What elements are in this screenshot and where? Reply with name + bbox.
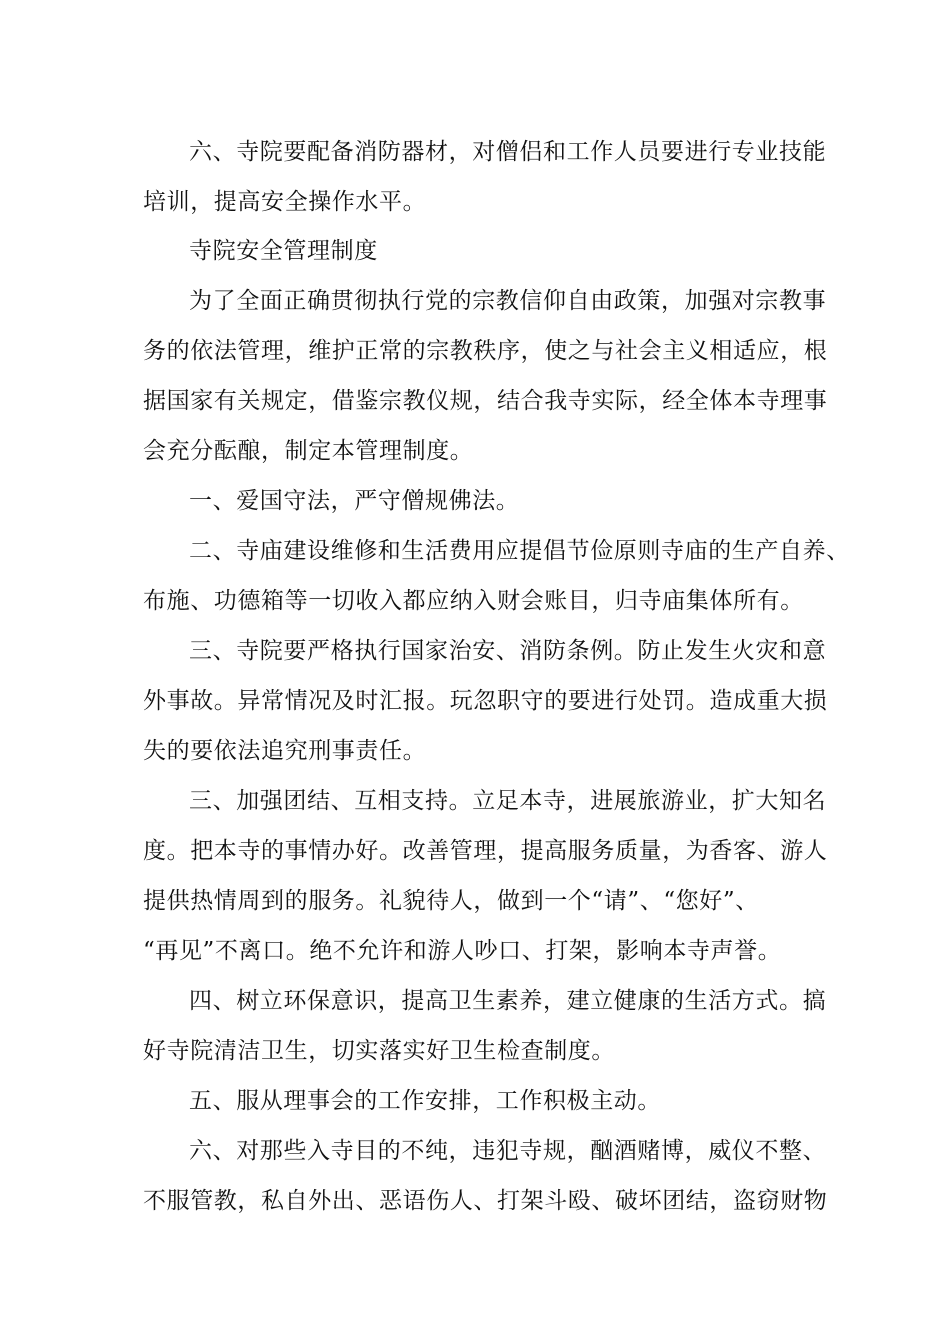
text-line: 会充分酝酿，制定本管理制度。: [143, 438, 474, 464]
text-line: 好寺院清洁卫生，切实落实好卫生检查制度。: [143, 1038, 615, 1064]
text-line: 据国家有关规定，借鉴宗教仪规，结合我寺实际，经全体本寺理事: [143, 388, 828, 414]
text-line: 五、服从理事会的工作安排，工作积极主动。: [189, 1088, 661, 1114]
text-line: 布施、功德箱等一切收入都应纳入财会账目，归寺庙集体所有。: [143, 588, 804, 614]
text-line: 外事故。异常情况及时汇报。玩忽职守的要进行处罚。造成重大损: [143, 688, 828, 714]
text-line: 一、爱国守法，严守僧规佛法。: [189, 488, 520, 514]
text-line: 度。把本寺的事情办好。改善管理，提高服务质量，为香客、游人: [143, 838, 828, 864]
text-line: 六、寺院要配备消防器材，对僧侣和工作人员要进行专业技能: [189, 139, 827, 165]
text-line: “再见”不离口。绝不允许和游人吵口、打架，影响本寺声誉。: [143, 938, 782, 964]
text-line: 三、寺院要严格执行国家治安、消防条例。防止发生火灾和意: [189, 638, 827, 664]
text-line: 三、加强团结、互相支持。立足本寺，进展旅游业，扩大知名: [189, 788, 827, 814]
text-line: 六、对那些入寺目的不纯，违犯寺规，酗酒赌博，威仪不整、: [189, 1138, 827, 1164]
text-line: 提供热情周到的服务。礼貌待人，做到一个“请”、“您好”、: [143, 888, 759, 914]
text-line: 为了全面正确贯彻执行党的宗教信仰自由政策，加强对宗教事: [189, 288, 827, 314]
text-line: 失的要依法追究刑事责任。: [143, 738, 427, 764]
text-line: 四、树立环保意识，提高卫生素养，建立健康的生活方式。搞: [189, 988, 827, 1014]
text-line: 务的依法管理，维护正常的宗教秩序，使之与社会主义相适应，根: [143, 338, 828, 364]
section-heading: 寺院安全管理制度: [189, 238, 378, 264]
text-line: 二、寺庙建设维修和生活费用应提倡节俭原则寺庙的生产自养、: [189, 538, 850, 564]
text-line: 不服管教，私自外出、恶语伤人、打架斗殴、破坏团结，盗窃财物: [143, 1188, 828, 1214]
text-line: 培训，提高安全操作水平。: [143, 189, 427, 215]
